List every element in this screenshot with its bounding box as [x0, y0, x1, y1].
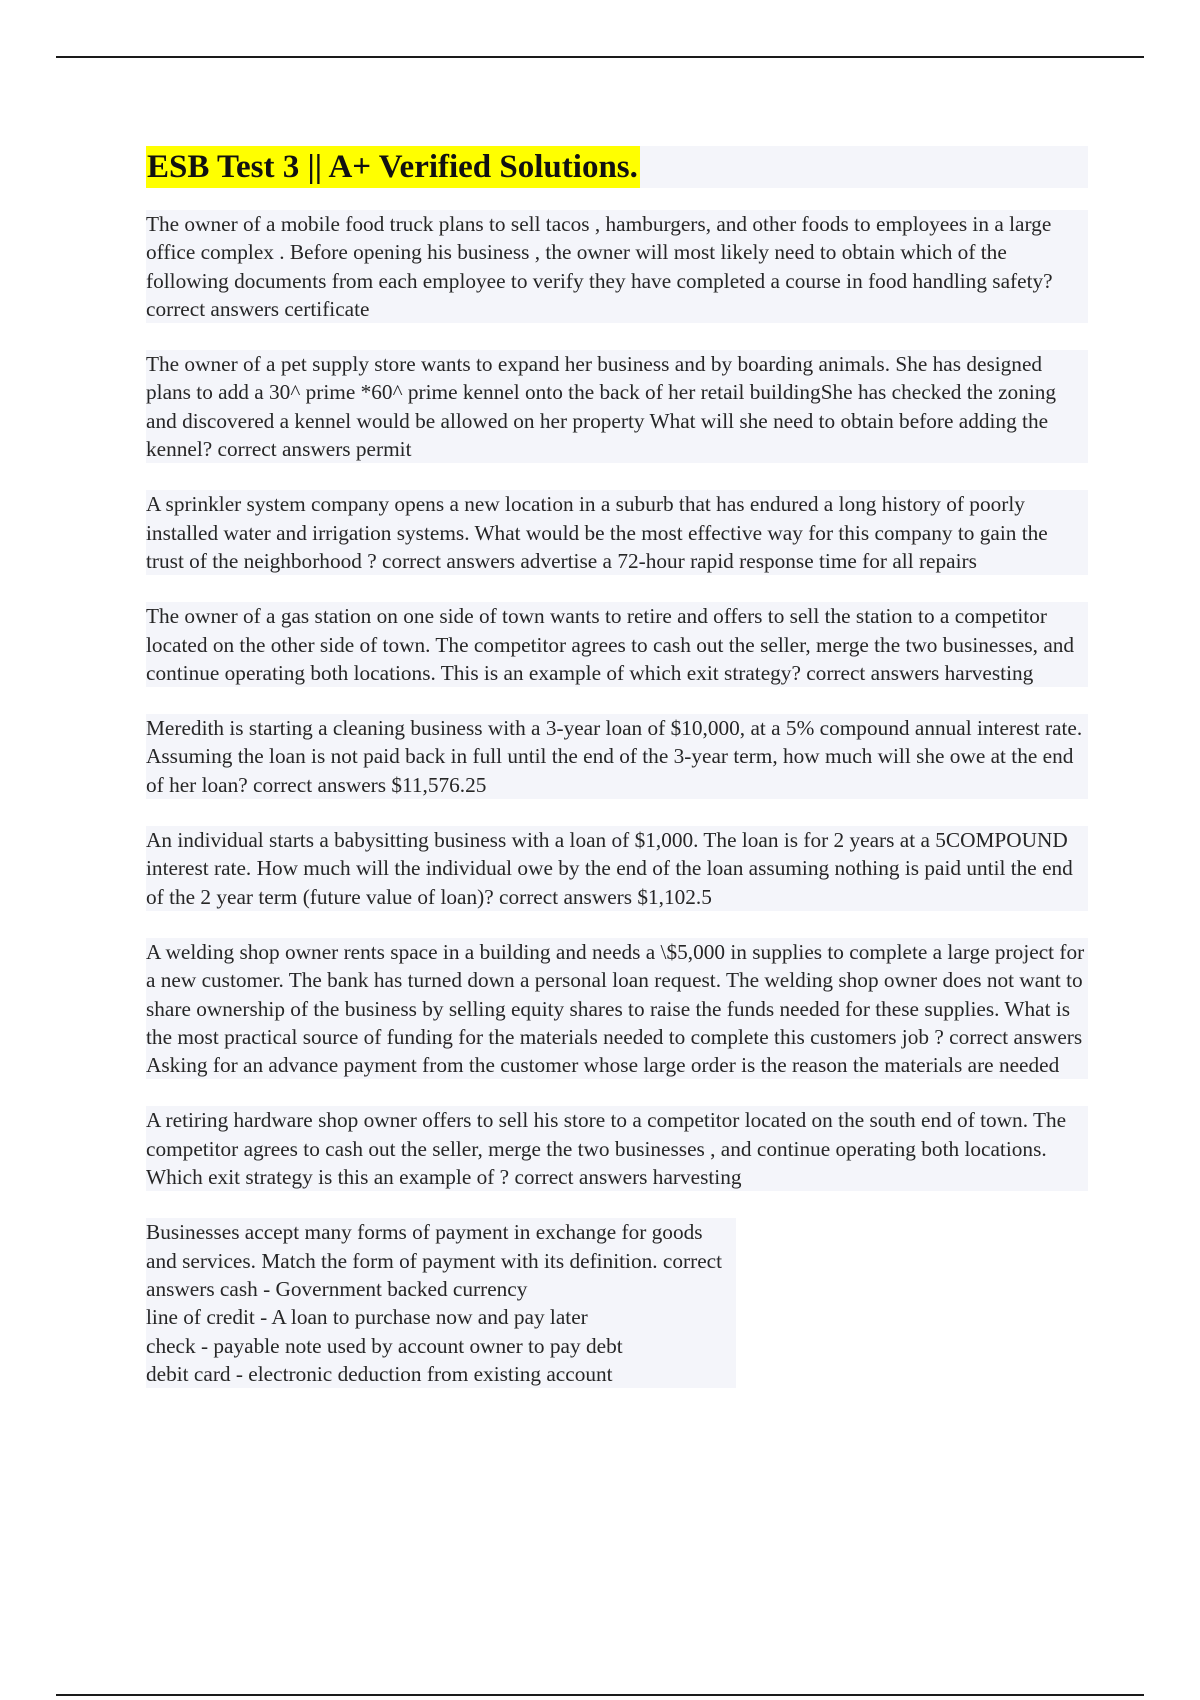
question-answer-6: An individual starts a babysitting business with a loan of $1,000. The loan is for 2 years at a 5COMPOUND interest rate. How much will the individual owe by the end of the loan assuming nothing is paid until the end of the 2 year term (future value of loan)? correct answers $1,102.5: [146, 826, 1088, 911]
question-answer-1: The owner of a mobile food truck plans to sell tacos , hamburgers, and other foods to employees in a large office complex . Before opening his business , the owner will most likely need to obtain which of the following documents from each employee to verify they have completed a course in food handling safety? correct answers certificate: [146, 210, 1088, 323]
question-answer-9: Businesses accept many forms of payment in exchange for goods and services. Match the form of payment with its definition. correct answers cash - Government backed currency line of credit - A loan to purchase now and pay later check - payable note used by account owner to pay debt debit card - electronic deduction from existing account: [146, 1218, 736, 1388]
question-answer-8: A retiring hardware shop owner offers to sell his store to a competitor located on the south end of town. The competitor agrees to cash out the seller, merge the two businesses , and continue operating both locations. Which exit strategy is this an example of ? correct answers harvesting: [146, 1106, 1088, 1191]
document-body: [146, 146, 1088, 1415]
title-bar: [146, 146, 1088, 188]
question-answer-7: A welding shop owner rents space in a building and needs a \$5,000 in supplies to complete a large project for a new customer. The bank has turned down a personal loan request. The welding shop owner does not want to share ownership of the business by selling equity shares to raise the funds needed for these supplies. What is the most practical source of funding for the materials needed to complete this customers job ? correct answers Asking for an advance payment from the customer whose large order is the reason the materials are needed: [146, 938, 1088, 1079]
question-answer-5: Meredith is starting a cleaning business with a 3-year loan of $10,000, at a 5% compound annual interest rate. Assuming the loan is not paid back in full until the end of the 3-year term, how much will she owe at the end of her loan? correct answers $11,576.25: [146, 714, 1088, 799]
question-answer-4: The owner of a gas station on one side of town wants to retire and offers to sell the station to a competitor located on the other side of town. The competitor agrees to cash out the seller, merge the two businesses, and continue operating both locations. This is an example of which exit strategy? correct answers harvesting: [146, 602, 1088, 687]
question-answer-2: The owner of a pet supply store wants to expand her business and by boarding animals. She has designed plans to add a 30^ prime *60^ prime kennel onto the back of her retail buildingShe has checked the zoning and discovered a kennel would be allowed on her property What will she need to obtain before adding the kennel? correct answers permit: [146, 350, 1088, 463]
question-answer-3: A sprinkler system company opens a new location in a suburb that has endured a long history of poorly installed water and irrigation systems. What would be the most effective way for this company to gain the trust of the neighborhood ? correct answers advertise a 72-hour rapid response time for all repairs: [146, 490, 1088, 575]
top-rule: [56, 56, 1144, 58]
bottom-rule: [56, 1694, 1144, 1696]
document-title: ESB Test 3 || A+ Verified Solutions.: [146, 146, 640, 188]
